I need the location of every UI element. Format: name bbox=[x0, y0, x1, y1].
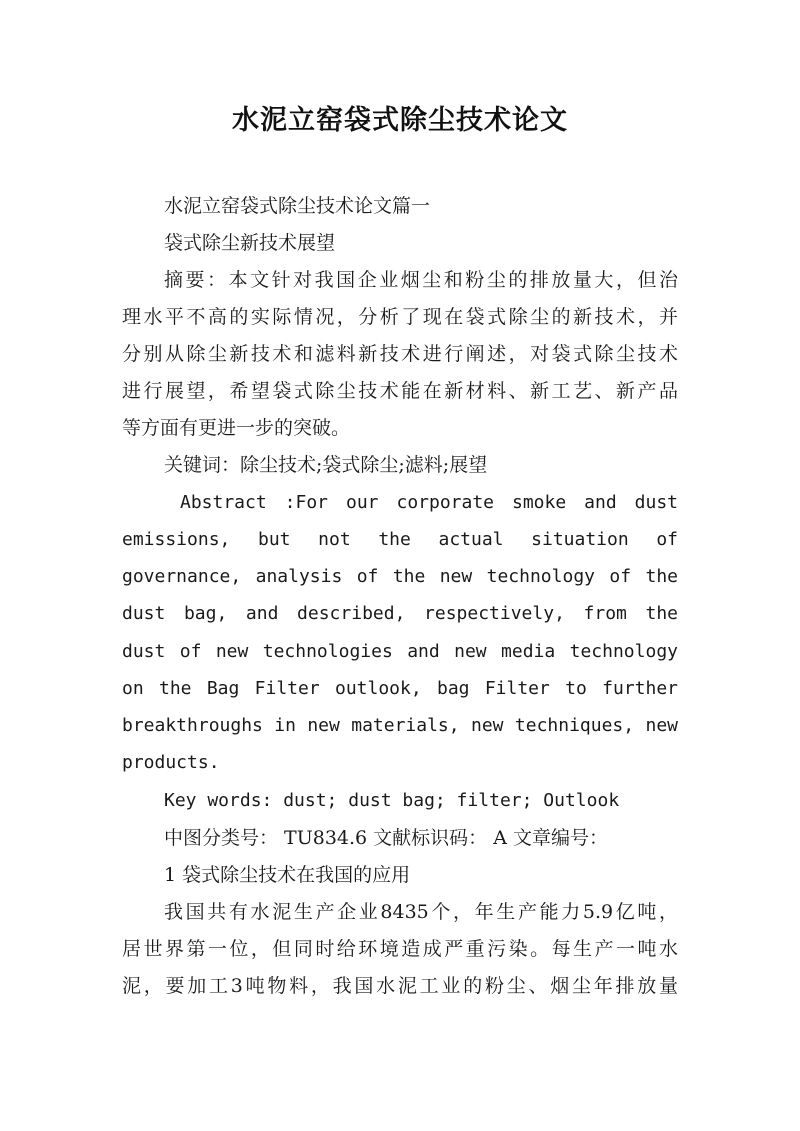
body-paragraph-line: 我国共有水泥生产企业8435个，年生产能力5.9亿吨， bbox=[164, 901, 678, 923]
classification-line: 中图分类号： TU834.6 文献标识码： A 文章编号： bbox=[164, 827, 608, 849]
body-paragraph-line: 居世界第一位，但同时给环境造成严重污染。每生产一吨水 bbox=[122, 938, 678, 960]
abstract-line: 进行展望，希望袋式除尘技术能在新材料、新工艺、新产品 bbox=[122, 380, 678, 402]
english-abstract-line: dust of new technologies and new media technology bbox=[122, 641, 678, 662]
english-keywords-line: Key words: dust; dust bag; filter; Outlook bbox=[164, 790, 620, 811]
abstract-line: 分别从除尘新技术和滤料新技术进行阐述，对袋式除尘技术 bbox=[122, 343, 678, 365]
section-heading: 水泥立窑袋式除尘技术论文篇一 bbox=[164, 195, 431, 217]
english-abstract-line: dust bag, and described, respectively, from the bbox=[122, 603, 678, 624]
article-title: 袋式除尘新技术展望 bbox=[164, 232, 336, 254]
english-abstract-line: governance, analysis of the new technology of the bbox=[122, 566, 678, 587]
abstract-line: 等方面有更进一步的突破。 bbox=[122, 417, 351, 439]
keywords-line: 关键词：除尘技术;袋式除尘;滤料;展望 bbox=[164, 454, 488, 476]
document-title: 水泥立窑袋式除尘技术论文 bbox=[232, 105, 568, 136]
english-abstract-line: breakthroughs in new materials, new techniques, new bbox=[122, 715, 678, 736]
english-abstract-line: on the Bag Filter outlook, bag Filter to further bbox=[122, 678, 678, 699]
abstract-line: 理水平不高的实际情况，分析了现在袋式除尘的新技术，并 bbox=[122, 306, 678, 328]
abstract-line: 摘要：本文针对我国企业烟尘和粉尘的排放量大，但治 bbox=[164, 269, 678, 291]
body-paragraph-line: 泥，要加工3吨物料，我国水泥工业的粉尘、烟尘年排放量 bbox=[122, 975, 678, 997]
english-abstract-line: emissions, but not the actual situation of bbox=[122, 529, 678, 550]
english-abstract-line: products. bbox=[122, 752, 220, 773]
english-abstract-line: Abstract :For our corporate smoke and dust bbox=[180, 492, 678, 513]
section-heading: 1 袋式除尘技术在我国的应用 bbox=[164, 864, 411, 886]
